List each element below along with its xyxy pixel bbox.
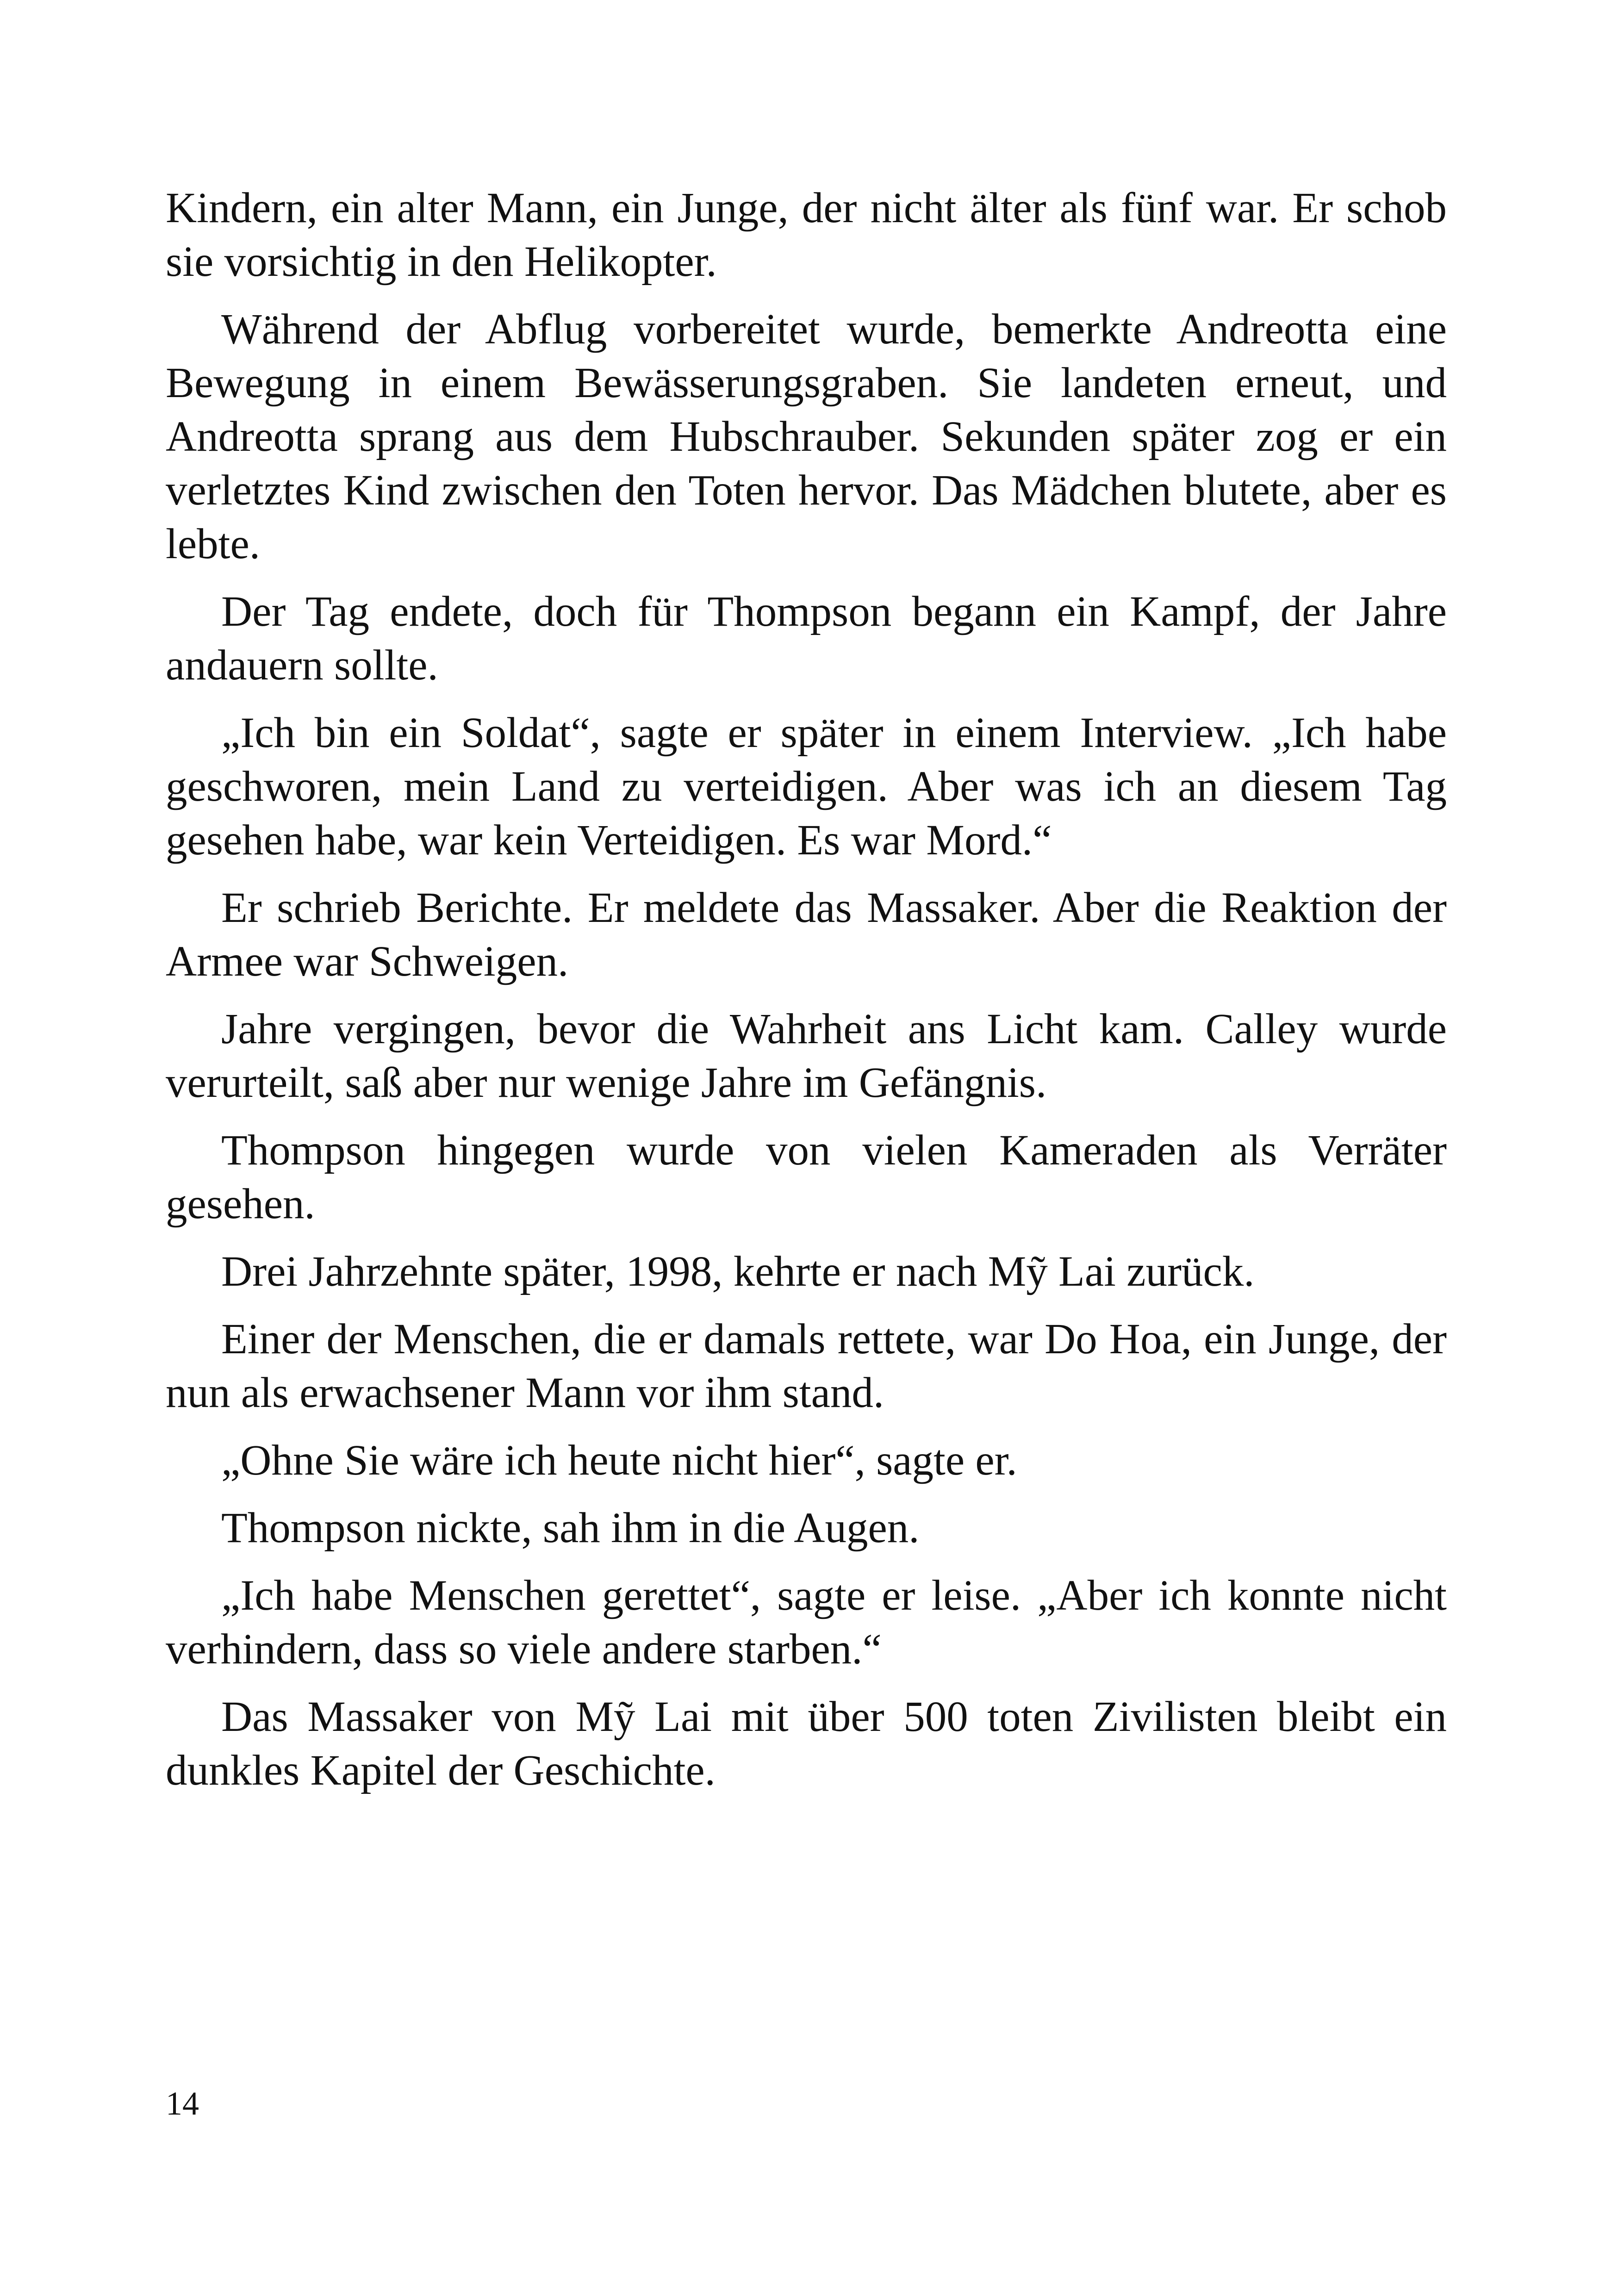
paragraph: Während der Abflug vorbereitet wurde, bemerkte Andreotta eine Bewegung in einem Bewässerungsgraben. Sie landeten erneut, und Andreotta sprang aus dem Hubschrauber. Sekunden später zog er ein verletztes Kind zwischen den Toten hervor. Das Mädchen blutete, aber es lebte. (166, 305, 1447, 568)
paragraph: Kindern, ein alter Mann, ein Junge, der nicht älter als fünf war. Er schob sie vorsichtig in den Helikopter. (166, 184, 1447, 286)
page-number: 14 (166, 2085, 199, 2122)
paragraph: „Ich habe Menschen gerettet“, sagte er leise. „Aber ich konnte nicht verhindern, dass so viele andere starben.“ (166, 1572, 1447, 1673)
paragraph: Thompson hingegen wurde von vielen Kameraden als Verräter gesehen. (166, 1126, 1447, 1228)
paragraph: Thompson nickte, sah ihm in die Augen. (221, 1504, 920, 1552)
paragraph: Jahre vergingen, bevor die Wahrheit ans Licht kam. Calley wurde verurteilt, saß aber nur wenige Jahre im Gefängnis. (166, 1005, 1447, 1107)
paragraph: Das Massaker von Mỹ Lai mit über 500 toten Zivilisten bleibt ein dunkles Kapitel der Geschichte. (166, 1693, 1447, 1794)
paragraph: „Ich bin ein Soldat“, sagte er später in einem Interview. „Ich habe geschworen, mein Land zu verteidigen. Aber was ich an diesem Tag gesehen habe, war kein Verteidigen. Es war Mord.“ (166, 709, 1447, 864)
paragraph: Er schrieb Berichte. Er meldete das Massaker. Aber die Reaktion der Armee war Schweigen. (166, 884, 1447, 985)
paragraph: Der Tag endete, doch für Thompson begann ein Kampf, der Jahre andauern sollte. (166, 588, 1447, 689)
body-text (166, 181, 1447, 1811)
paragraph: Einer der Menschen, die er damals rettete, war Do Hoa, ein Junge, der nun als erwachsener Mann vor ihm stand. (166, 1315, 1447, 1417)
paragraph: Drei Jahrzehnte später, 1998, kehrte er nach Mỹ Lai zurück. (221, 1248, 1255, 1295)
paragraph: „Ohne Sie wäre ich heute nicht hier“, sagte er. (221, 1437, 1017, 1484)
